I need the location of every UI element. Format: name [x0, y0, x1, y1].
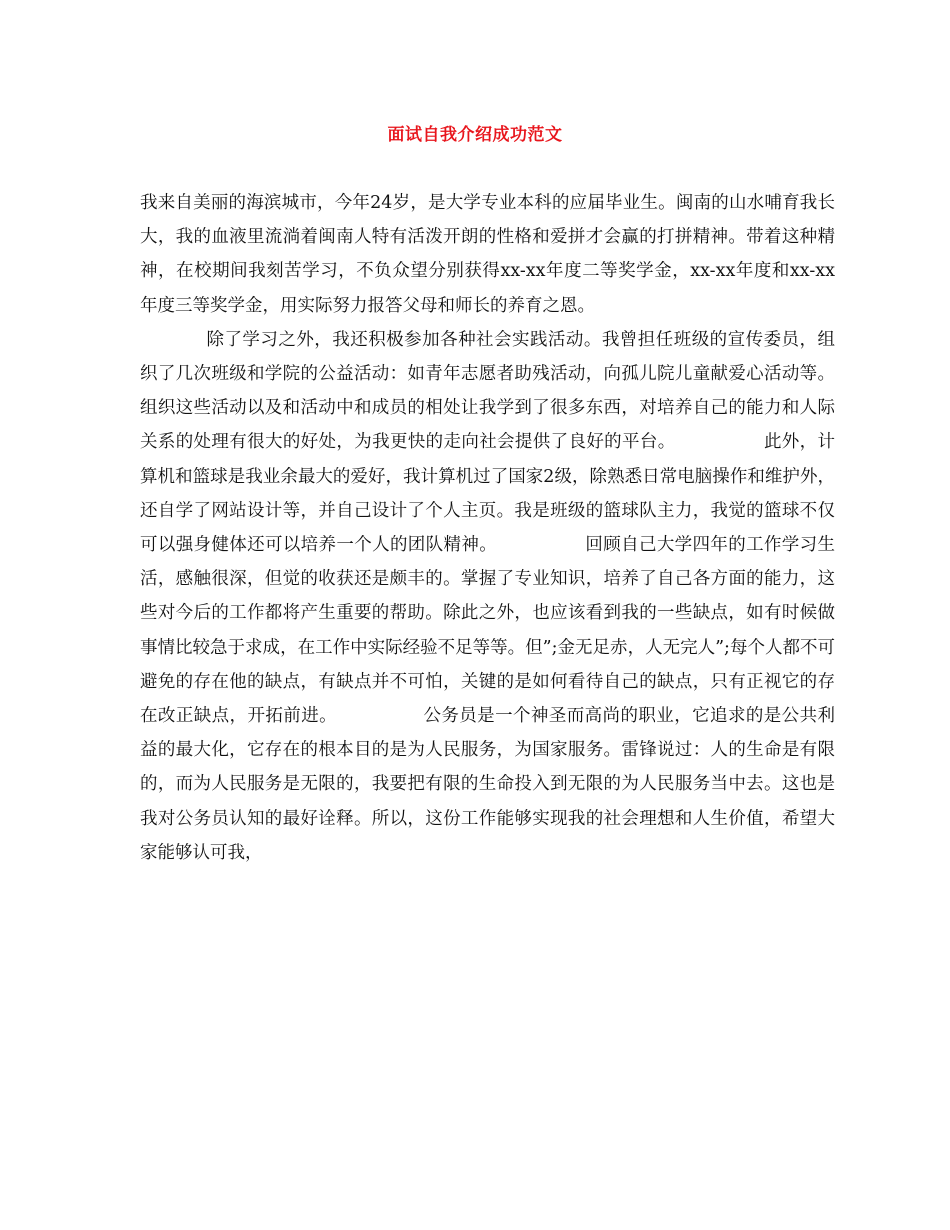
paragraph-intro: 我来自美丽的海滨城市，今年24岁，是大学专业本科的应届毕业生。闽南的山水哺育我长大，我的血液里流淌着闽南人特有活泼开朗的性格和爱拼才会赢的打拼精神。带着这种精神，在校期间我刻苦学习，不负众望分别获得xx-xx年度二等奖学金，xx-xx年度和xx-xx年度三等奖学金，用实际努力报答父母和师长的养育之恩。 [140, 193, 835, 316]
segment-review: 回顾自己大学四年的工作学习生活，感触很深，但觉的收获还是颇丰的。掌握了专业知识，培养了自己各方面的能力，这些对今后的工作都将产生重要的帮助。除此之外，也应该看到我的一些缺点，如有时候做事情比较急于求成，在工作中实际经验不足等等。但”;金无足赤，人无完人”;每个人都不可避免的存在他的缺点，有缺点并不可怕，关键的是如何看待自己的缺点，只有正视它的存在改正缺点，开拓前进。 [140, 535, 836, 727]
document-body [140, 186, 835, 870]
paragraph-main [140, 323, 835, 870]
segment-civil-servant: 公务员是一个神圣而高尚的职业，它追求的是公共利益的最大化，它存在的根本目的是为人民服务，为国家服务。雷锋说过：人的生命是有限的，而为人民服务是无限的，我要把有限的生命投入到无限的为人民服务当中去。这也是我对公务员认知的最好诠释。所以，这份工作能够实现我的社会理想和人生价值，希望大家能够认可我， [140, 706, 836, 863]
segment-activities: 除了学习之外，我还积极参加各种社会实践活动。我曾担任班级的宣传委员，组织了几次班级和学院的公益活动：如青年志愿者助残活动，向孤儿院儿童献爱心活动等。组织这些活动以及和活动中和成员的相处让我学到了很多东西，对培养自己的能力和人际关系的处理有很大的好处，为我更快的走向社会提供了良好的平台。 [140, 329, 835, 453]
document-title: 面试自我介绍成功范文 [387, 125, 563, 145]
segment-hobbies: 此外，计算机和篮球是我业余最大的爱好，我计算机过了国家2级，除熟悉日常电脑操作和维护外，还自学了网站设计等，并自己设计了个人主页。我是班级的篮球队主力，我觉的篮球不仅可以强身健体还可以培养一个人的团队精神。 [140, 432, 836, 556]
